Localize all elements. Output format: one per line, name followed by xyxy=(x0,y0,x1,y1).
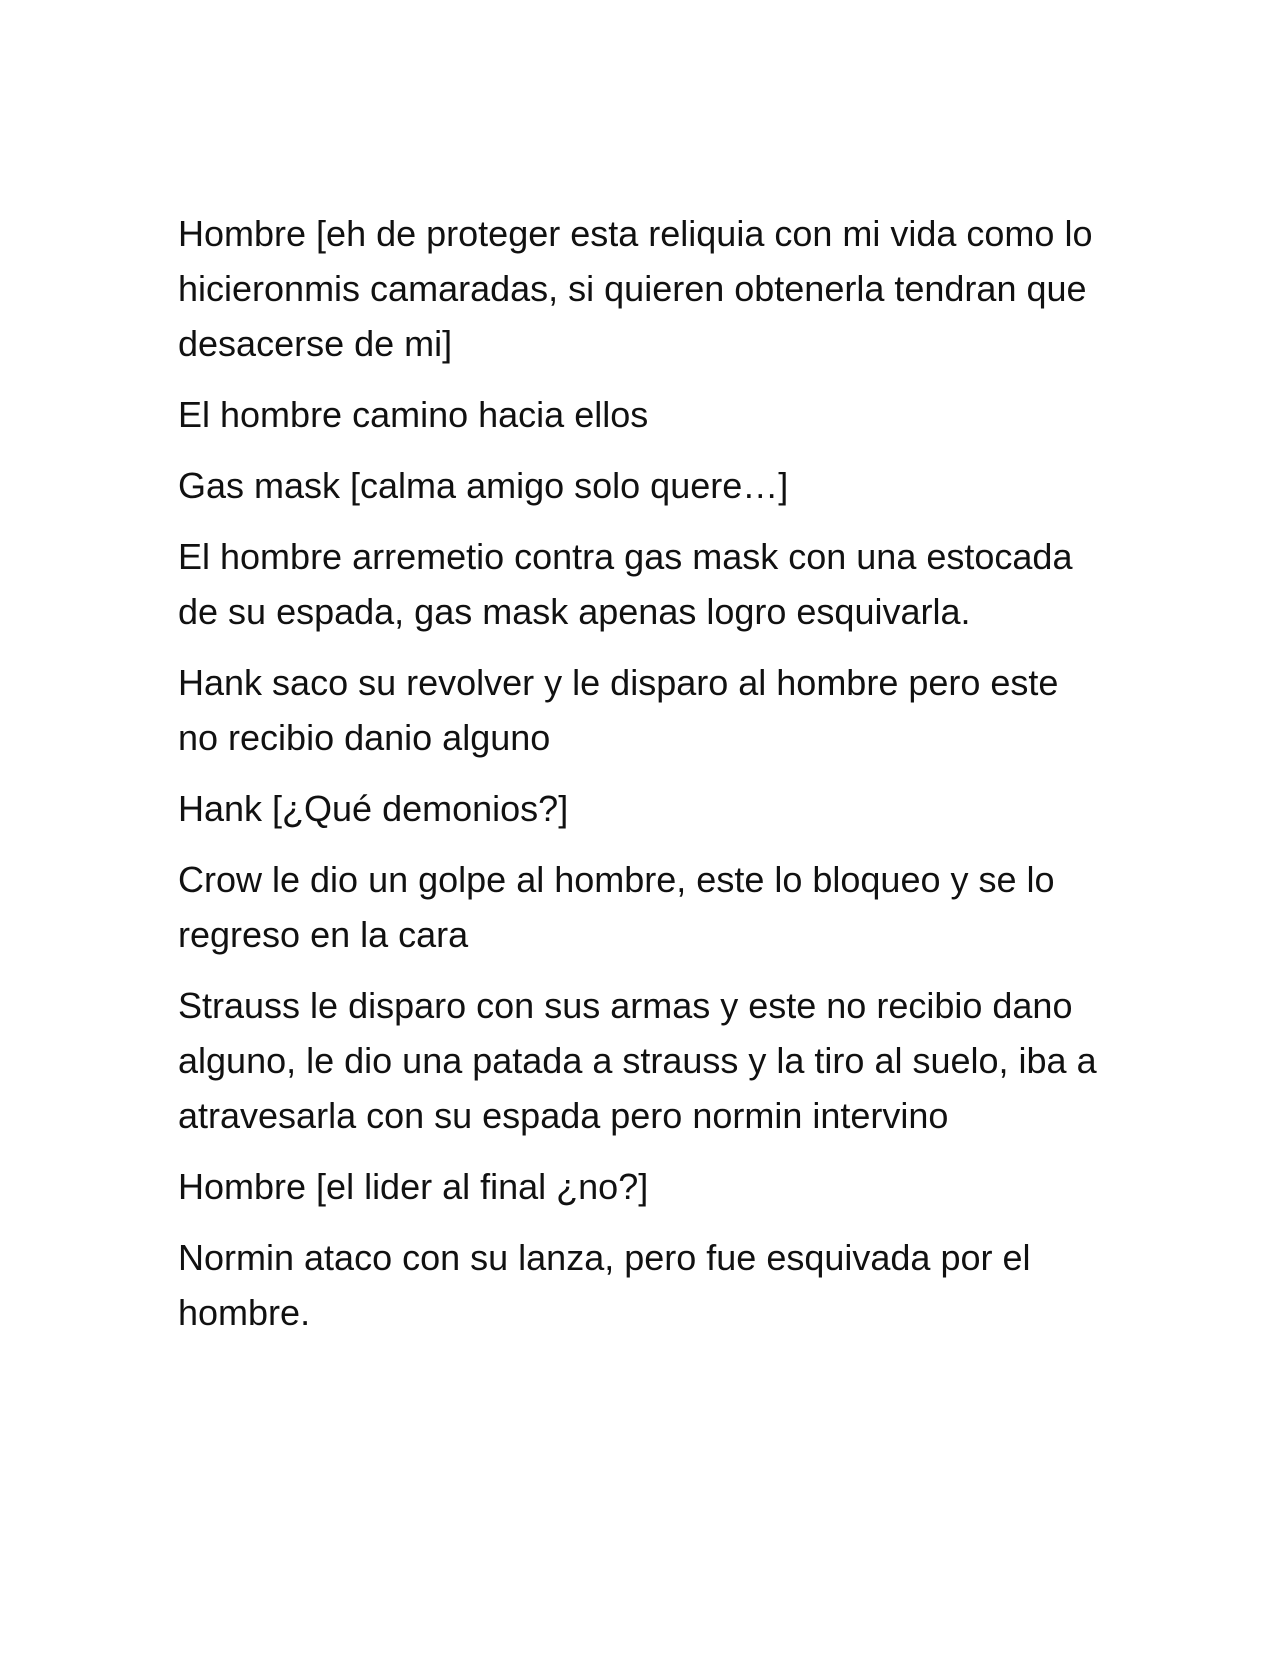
paragraph: El hombre camino hacia ellos xyxy=(178,394,649,435)
paragraph: Hank [¿Qué demonios?] xyxy=(178,788,569,829)
paragraph: Hank saco su revolver y le disparo al hombre pero este no recibio danio alguno xyxy=(178,662,1059,758)
paragraph: Strauss le disparo con sus armas y este no recibio dano alguno, le dio una patada a strauss y la tiro al suelo, iba a atravesarla con su espada pero normin intervino xyxy=(178,985,1097,1136)
paragraph: Gas mask [calma amigo solo quere…] xyxy=(178,465,789,506)
paragraph: Crow le dio un golpe al hombre, este lo bloqueo y se lo regreso en la cara xyxy=(178,859,1055,955)
paragraph: Hombre [eh de proteger esta reliquia con mi vida como lo hicieronmis camaradas, si quieren obtenerla tendran que desacerse de mi] xyxy=(178,213,1093,364)
paragraph: El hombre arremetio contra gas mask con una estocada de su espada, gas mask apenas logro esquivarla. xyxy=(178,536,1073,632)
document-body xyxy=(178,206,1098,1356)
paragraph: Normin ataco con su lanza, pero fue esquivada por el hombre. xyxy=(178,1237,1031,1333)
paragraph: Hombre [el lider al final ¿no?] xyxy=(178,1166,649,1207)
